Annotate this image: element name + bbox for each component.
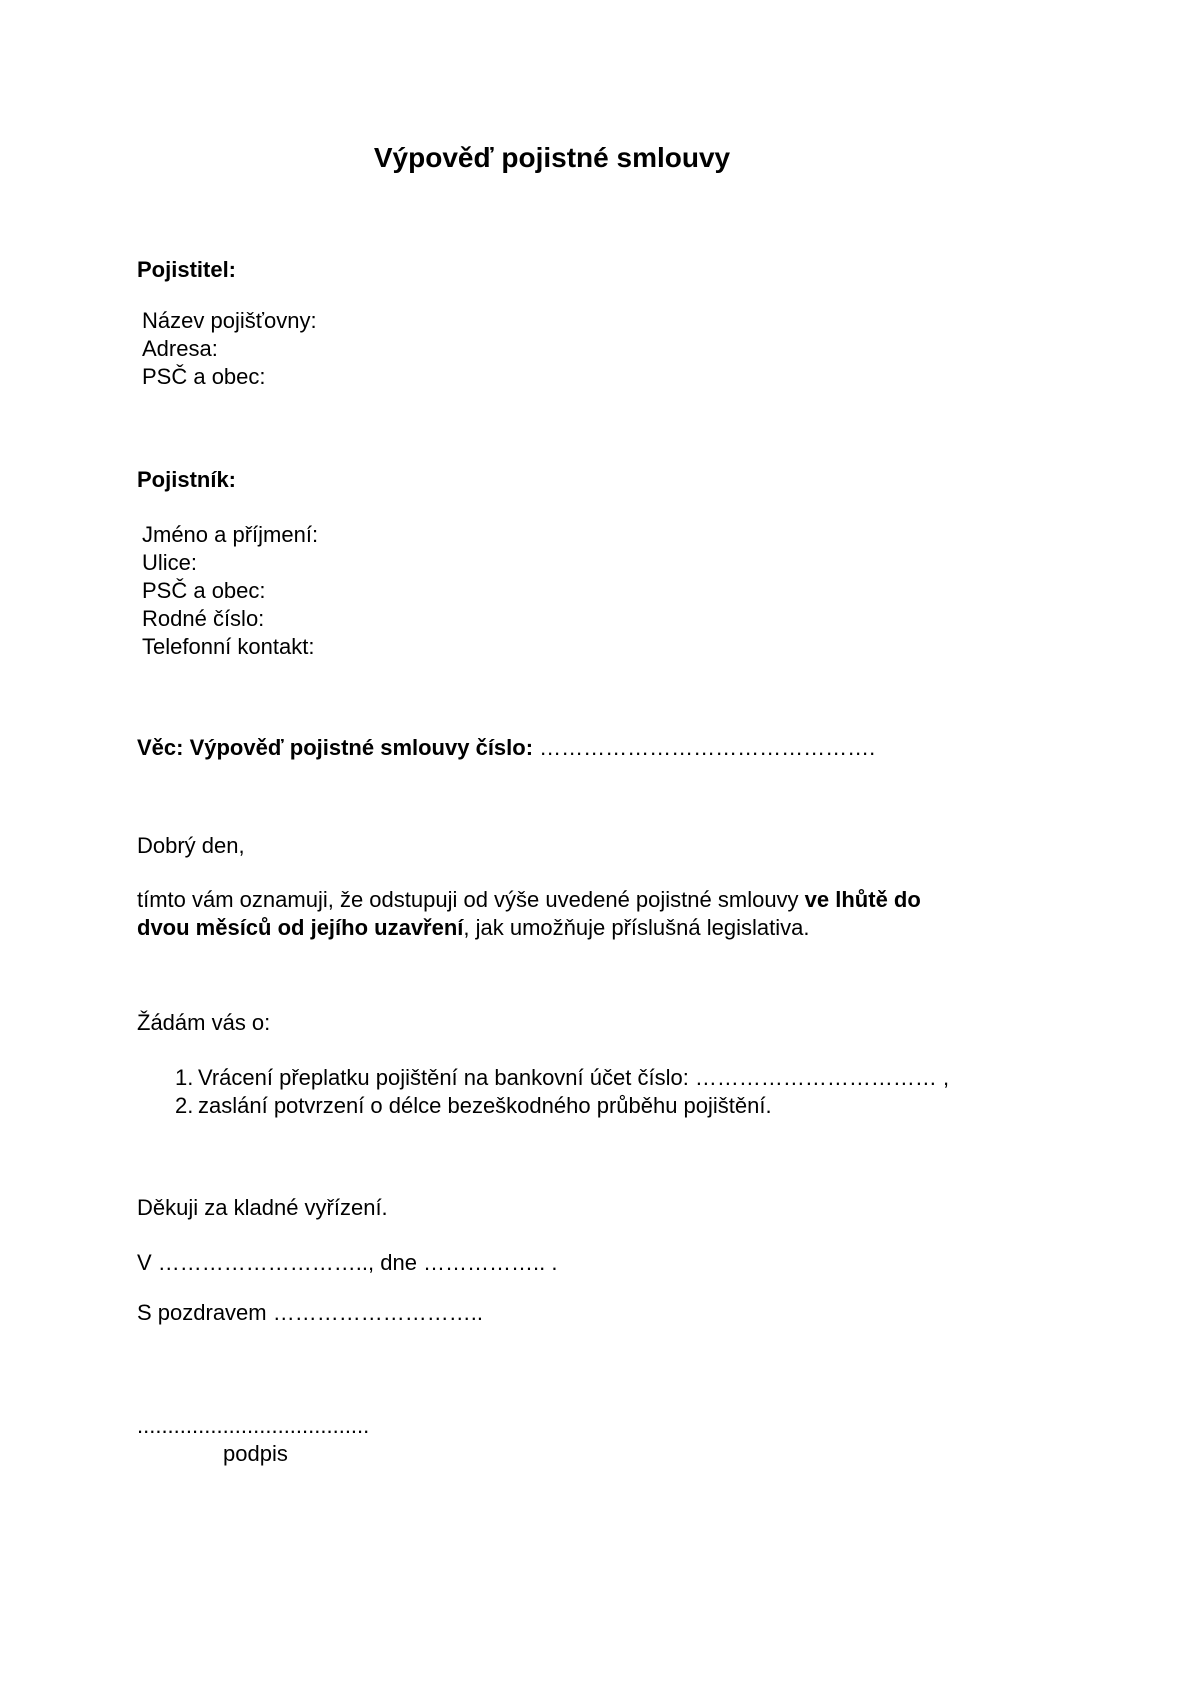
list-item-number: 1. [175, 1065, 194, 1090]
letter-content [137, 140, 967, 1468]
policyholder-section-heading: Pojistník: [137, 467, 237, 492]
subject-dotted-blank: ………………………………………. [533, 735, 876, 760]
signature-dotted-line: ...................................... [137, 1413, 370, 1438]
place-date-line: V ……………………….., dne …………….. . [137, 1250, 558, 1275]
thanks-line: Děkuji za kladné vyřízení. [137, 1195, 388, 1220]
field-label-street: Ulice: [142, 550, 198, 575]
list-item-text: Vrácení přeplatku pojištění na bankovní účet číslo: …………………………… , [198, 1065, 950, 1090]
signature-label: podpis [223, 1441, 288, 1466]
request-list [137, 1064, 967, 1120]
body-text-bold: ve lhůtě do dvou měsíců od jejího uzavření [137, 887, 921, 940]
list-item-text: zaslání potvrzení o délce bezeškodného průběhu pojištění. [198, 1093, 772, 1118]
field-label-insurer-name: Název pojišťovny: [142, 308, 317, 333]
signoff-line: S pozdravem ……………………….. [137, 1300, 483, 1325]
list-item [137, 1092, 967, 1120]
field-label-zip-city: PSČ a obec: [142, 578, 266, 603]
body-text-start: tímto vám oznamuji, že odstupuji od výše uvedené pojistné smlouvy [137, 887, 805, 912]
list-item-number: 2. [175, 1093, 194, 1118]
insurer-fields [137, 307, 967, 391]
body-text-end: , jak umožňuje příslušná legislativa. [463, 915, 810, 940]
field-label-insurer-address: Adresa: [142, 336, 218, 361]
field-label-phone: Telefonní kontakt: [142, 634, 315, 659]
field-label-full-name: Jméno a příjmení: [142, 522, 319, 547]
field-label-birth-number: Rodné číslo: [142, 606, 265, 631]
greeting: Dobrý den, [137, 833, 245, 858]
signature-block [137, 1412, 967, 1468]
field-label-insurer-zip-city: PSČ a obec: [142, 364, 266, 389]
subject-line [137, 734, 967, 762]
subject-label: Věc: Výpověď pojistné smlouvy číslo: [137, 735, 534, 760]
policyholder-fields [137, 521, 967, 661]
list-item [137, 1064, 967, 1092]
insurer-section-heading: Pojistitel: [137, 257, 237, 282]
request-intro: Žádám vás o: [137, 1010, 271, 1035]
document-title: Výpověď pojistné smlouvy [373, 142, 731, 173]
body-paragraph [137, 886, 967, 942]
